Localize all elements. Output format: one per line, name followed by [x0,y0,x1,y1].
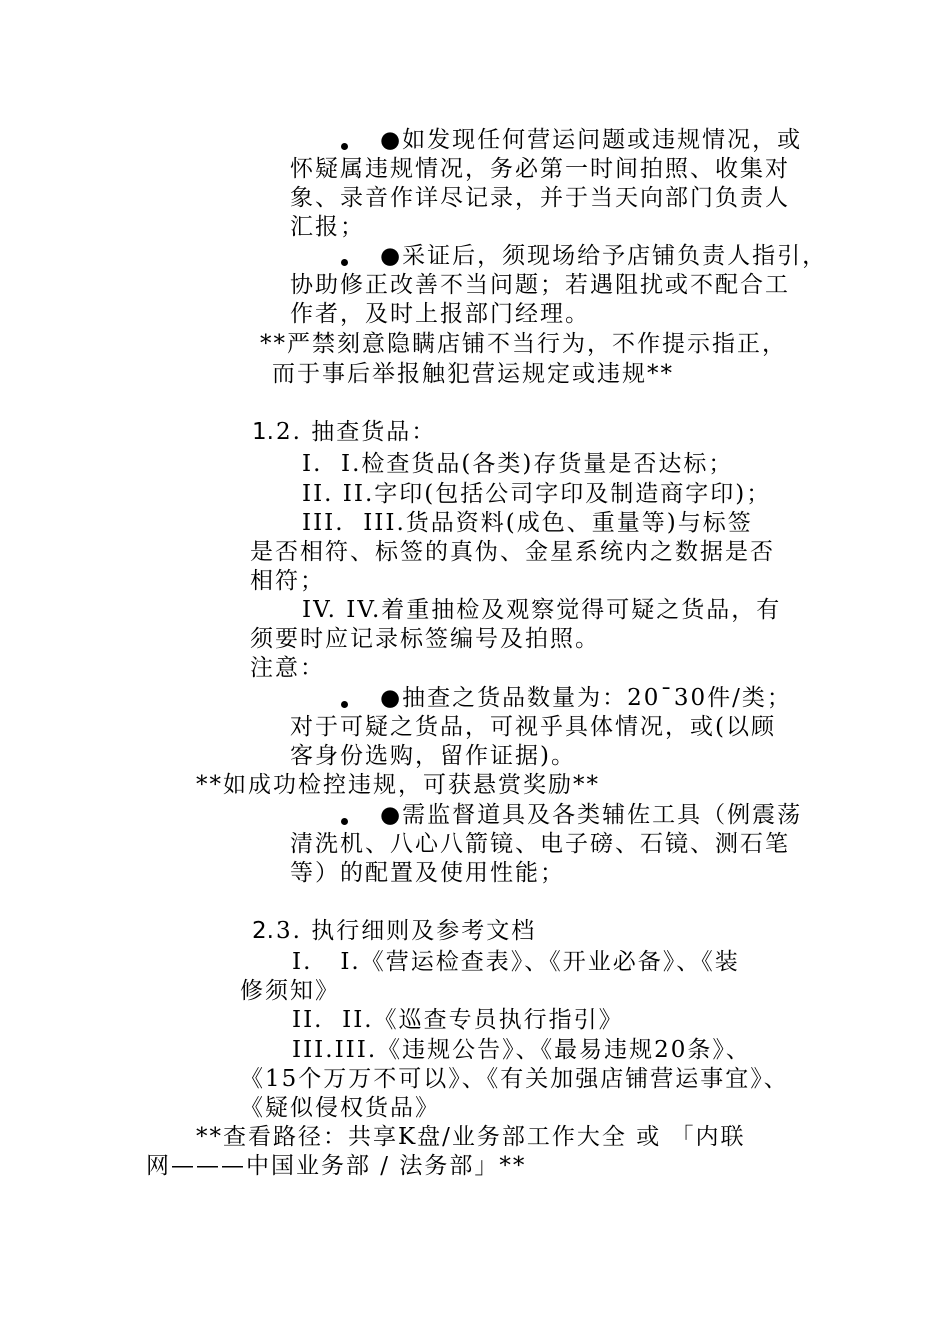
text-line: 客身份选购，留作证据)。 [290,743,576,769]
path-note: **查看路径：共享K盘/业务部工作大全 或 「内联 [196,1124,746,1150]
list-item: 须要时应记录标签编号及拍照。 [250,626,600,652]
bullet-marker [341,259,348,266]
list-item: 修须知》 [240,978,340,1004]
text-line: 象、录音作详尽记录，并于当天向部门负责人 [290,185,790,211]
text-line: ●抽查之货品数量为：20¯30件/类； [380,685,792,711]
section-title: 3. 执行细则及参考文档 [276,918,537,944]
section-number: 1. [252,419,274,445]
bullet-marker [341,701,348,708]
text-line: ●如发现任何营运问题或违规情况，或 [380,127,803,153]
list-item: IV. IV.着重抽检及观察觉得可疑之货品，有 [302,597,782,623]
path-note: 网———中国业务部 / 法务部」** [146,1153,527,1179]
list-item: 相符； [250,568,325,594]
list-item: 《疑似侵权货品》 [240,1095,440,1121]
list-item: III.III.《违规公告》、《最易违规20条》、 [292,1037,751,1063]
note-text: **严禁刻意隐瞒店铺不当行为，不作提示指正， [260,331,787,357]
note-text: 而于事后举报触犯营运规定或违规** [272,361,674,387]
bullet-marker [341,818,348,825]
reward-note: **如成功检控违规，可获悬赏奖励** [196,772,600,798]
text-line: 汇报； [290,214,365,240]
list-item: 《15个万万不可以》、《有关加强店铺营运事宜》、 [240,1066,789,1092]
text-line: 清洗机、八心八箭镜、电子磅、石镜、测石笔 [290,831,790,857]
list-item: II. II.字印(包括公司字印及制造商字印)； [302,481,772,507]
text-line: 等）的配置及使用性能； [290,860,565,886]
text-line: ●需监督道具及各类辅佐工具（例震荡 [380,802,803,828]
bullet-marker [341,143,348,150]
list-item: II. II.《巡查专员执行指引》 [292,1007,624,1033]
list-item: I. I.《营运检查表》、《开业必备》、《装 [292,949,740,975]
text-line: 协助修正改善不当问题；若遇阻扰或不配合工 [290,272,790,298]
section-title: 2. 抽查货品： [276,419,437,445]
text-line: 作者，及时上报部门经理。 [290,301,590,327]
text-line: 怀疑属违规情况，务必第一时间拍照、收集对 [290,156,790,182]
text-line: 对于可疑之货品，可视乎具体情况，或(以顾 [290,714,776,740]
list-item: III. III.货品资料(成色、重量等)与标签 [302,510,753,536]
list-item: 是否相符、标签的真伪、金星系统内之数据是否 [250,539,775,565]
list-item: I. I.检查货品(各类)存货量是否达标； [302,451,734,477]
note-label: 注意： [250,655,325,681]
text-line: ●采证后，须现场给予店铺负责人指引， [380,243,828,269]
section-number: 2. [252,918,274,944]
